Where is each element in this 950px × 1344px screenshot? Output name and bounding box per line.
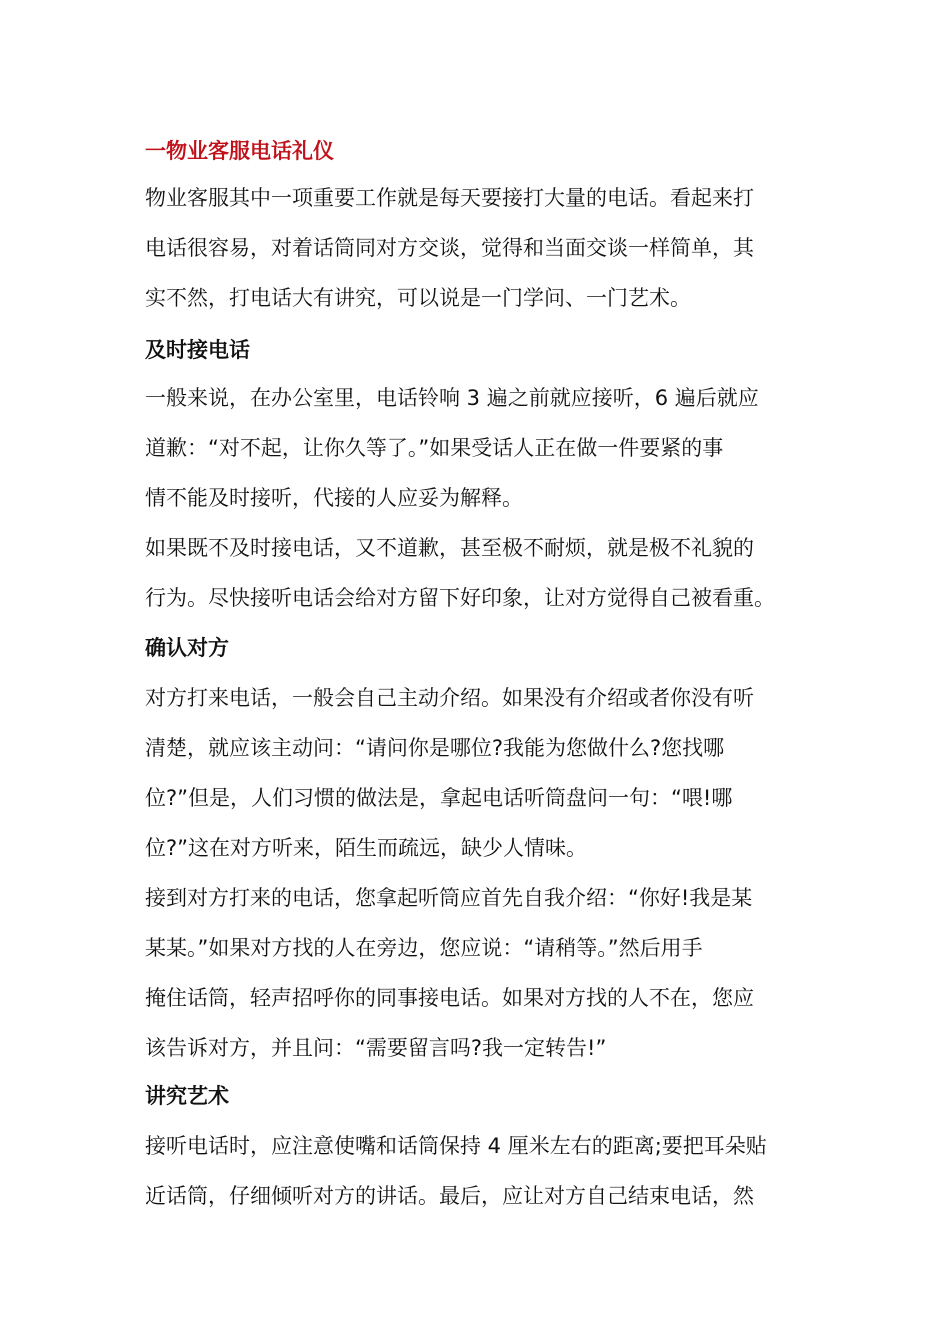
paragraph-line: 接到对方打来的电话，您拿起听筒应首先自我介绍：“你好!我是某 bbox=[145, 886, 753, 910]
paragraph-line: 电话很容易，对着话筒同对方交谈，觉得和当面交谈一样简单，其 bbox=[145, 236, 754, 260]
paragraph-line: 一般来说，在办公室里，电话铃响 3 遍之前就应接听，6 遍后就应 bbox=[145, 386, 759, 410]
paragraph-line: 行为。尽快接听电话会给对方留下好印象，让对方觉得自己被看重。 bbox=[145, 586, 775, 610]
section1-paragraph-2 bbox=[145, 523, 810, 623]
section-heading-technique: 讲究艺术 bbox=[145, 1084, 229, 1108]
paragraph-line: 道歉：“对不起，让你久等了。”如果受话人正在做一件要紧的事 bbox=[145, 436, 724, 460]
paragraph-line: 该告诉对方，并且问：“需要留言吗?我一定转告!” bbox=[145, 1036, 607, 1060]
paragraph-line: 如果既不及时接电话，又不道歉，甚至极不耐烦，就是极不礼貌的 bbox=[145, 536, 754, 560]
paragraph-line: 情不能及时接听，代接的人应妥为解释。 bbox=[145, 486, 523, 510]
paragraph-line: 某某。”如果对方找的人在旁边，您应说：“请稍等。”然后用手 bbox=[145, 936, 703, 960]
section-heading-answer-promptly: 及时接电话 bbox=[145, 338, 250, 362]
section1-paragraph-1 bbox=[145, 373, 810, 523]
paragraph-line: 位?”这在对方听来，陌生而疏远，缺少人情味。 bbox=[145, 836, 588, 860]
paragraph-line: 实不然，打电话大有讲究，可以说是一门学问、一门艺术。 bbox=[145, 286, 691, 310]
intro-paragraph bbox=[145, 173, 810, 323]
document-title: 一物业客服电话礼仪 bbox=[145, 139, 334, 163]
paragraph-line: 近话筒，仔细倾听对方的讲话。最后，应让对方自己结束电话，然 bbox=[145, 1184, 754, 1208]
paragraph-line: 物业客服其中一项重要工作就是每天要接打大量的电话。看起来打 bbox=[145, 186, 754, 210]
section-heading-confirm-caller: 确认对方 bbox=[145, 636, 229, 660]
section3-paragraph-1 bbox=[145, 1121, 810, 1221]
section2-paragraph-2 bbox=[145, 873, 810, 1073]
paragraph-line: 接听电话时，应注意使嘴和话筒保持 4 厘米左右的距离;要把耳朵贴 bbox=[145, 1134, 767, 1158]
paragraph-line: 掩住话筒，轻声招呼你的同事接电话。如果对方找的人不在，您应 bbox=[145, 986, 754, 1010]
paragraph-line: 清楚，就应该主动问：“请问你是哪位?我能为您做什么?您找哪 bbox=[145, 736, 725, 760]
section2-paragraph-1 bbox=[145, 673, 810, 873]
paragraph-line: 对方打来电话，一般会自己主动介绍。如果没有介绍或者你没有听 bbox=[145, 686, 754, 710]
paragraph-line: 位?”但是，人们习惯的做法是，拿起电话听筒盘问一句：“喂!哪 bbox=[145, 786, 733, 810]
